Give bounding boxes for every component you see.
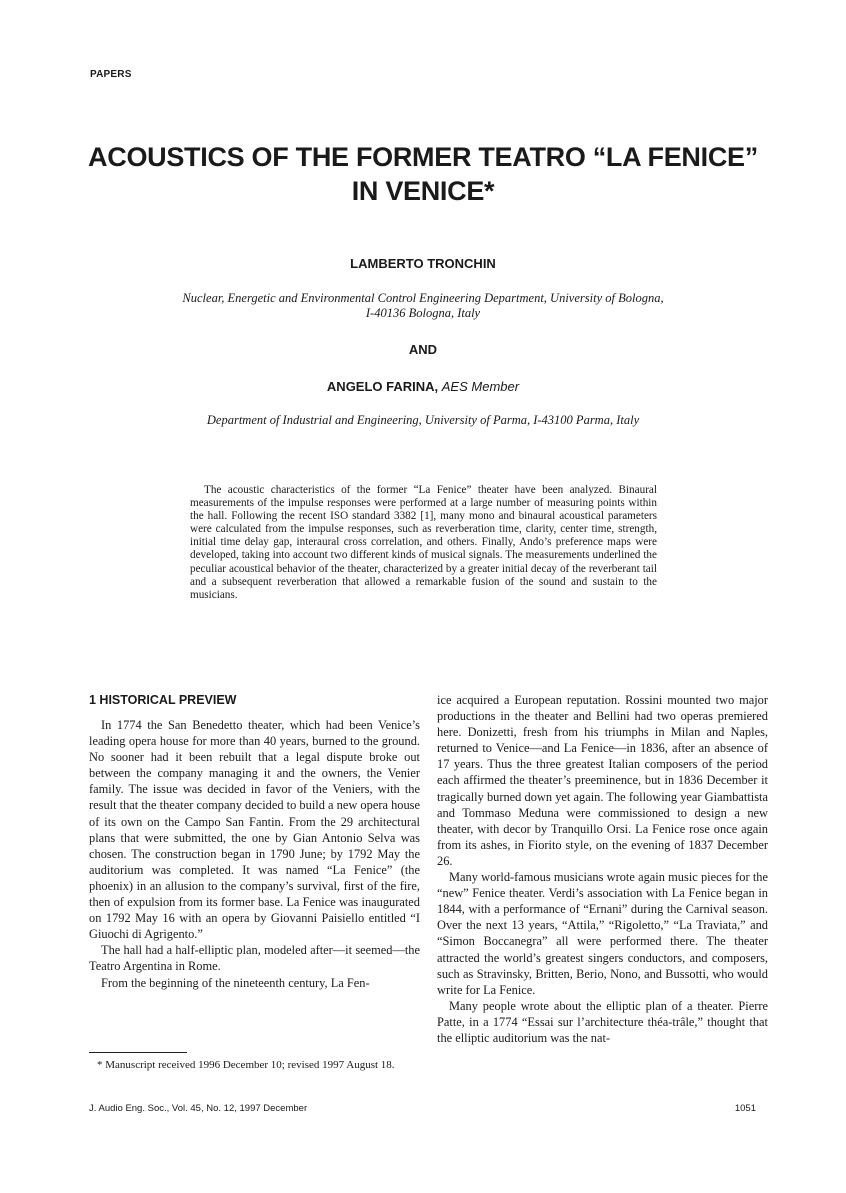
left-column	[89, 692, 420, 991]
right-column	[437, 692, 768, 1046]
body-paragraph: Many people wrote about the elliptic plan of a theater. Pierre Patte, in a 1774 “Essai sur l’architecture théa-trâle,” thought that the elliptic auditorium was the nat-	[437, 998, 768, 1045]
paper-title-line-1: ACOUSTICS OF THE FORMER TEATRO “LA FENICE”	[88, 142, 758, 172]
body-paragraph: In 1774 the San Benedetto theater, which had been Venice’s leading opera house for more than 40 years, burned to the ground. No sooner had it been rebuilt that a legal dispute broke out between the company managing it and the owners, the Venier family. The issue was decided in favor of the Veniers, with the result that the theater company decided to build a new opera house of its own on the Campo San Fantin. From the 29 architectural plans that were submitted, the one by Gian Antonio Selva was chosen. The construction began in 1790 June; by 1792 May the auditorium was completed. It was named “La Fenice” (the phoenix) in an allusion to the company’s survival, first of the fire, then of expulsion from its former base. La Fenice was inaugurated on 1792 May 16 with an opera by Giovanni Paisiello entitled “I Giuochi di Agrigento.”	[89, 718, 420, 942]
author-2-name	[60, 379, 786, 394]
author-2-affiliation-line-1: Department of Industrial and Engineering, University of Parma, I-43100 Parma, Italy	[206, 413, 640, 427]
journal-citation: J. Audio Eng. Soc., Vol. 45, No. 12, 1997 December	[89, 1103, 308, 1114]
abstract: The acoustic characteristics of the former “La Fenice” theater have been analyzed. Binaural measurements of the impulse responses were performed at a large number of measuring points within the hall. Following the recent ISO standard 3382 [1], many mono and binaural acoustical parameters were calculated from the impulse responses, such as reverberation time, clarity, center time, strength, initial time delay gap, interaural cross correlation, and others. Finally, Ando’s preference maps were developed, taking into account two different kinds of musical signals. The measurements underlined the peculiar acoustical behavior of the theater, characterized by a greater initial decay of the reverberant tail and a subsequent reverberation that allowed a remarkable fusion of the sound and sustain to the musicians.	[190, 484, 657, 601]
paper-title-line-2: IN VENICE*	[351, 176, 495, 206]
footnote: * Manuscript received 1996 December 10; revised 1997 August 18.	[97, 1059, 395, 1071]
body-paragraph: From the beginning of the nineteenth century, La Fen-	[101, 975, 370, 990]
author-2-affiliation	[90, 413, 756, 428]
body-paragraph-continued: ice acquired a European reputation. Rossini mounted two major productions in the theater and Bellini had two operas premiered here. Donizetti, fresh from his triumphs in Milan and Naples, returned to Venice—and La Fenice—in 1836, after an absence of 17 years. Thus the three greatest Italian composers of the period each affirmed the theater’s preeminence, but in 1836 December it tragically burned down yet again. The following year Giambattista and Tommaso Meduna were commissioned to design a new theater, with decor by Tranquillo Orsi. La Fenice rose once again from its ashes, in Fiorito style, on the evening of 1837 December 26.	[437, 693, 768, 868]
author-1-affiliation-line-2: I-40136 Bologna, Italy	[365, 306, 481, 320]
footnote-divider	[89, 1052, 187, 1053]
author-1-affiliation	[90, 291, 756, 321]
page-number: 1051	[734, 1103, 756, 1114]
author-1-name-text: LAMBERTO TRONCHIN	[350, 256, 496, 271]
body-paragraph: Many world-famous musicians wrote again music pieces for the “new” Fenice theater. Verdi’s association with La Fenice began in 1844, with a performance of “Ernani” during the Carnival season. Over the next 13 years, “Attila,” “Rigoletto,” “La Traviata,” and “Simon Boccanegra” all were performed there. The theater attracted the world’s greatest singers conductors, and composers, such as Stravinsky, Britten, Berio, Nono, and Bussotti, who would write for La Fenice.	[437, 870, 768, 997]
author-2-name-text: ANGELO FARINA,	[326, 379, 442, 394]
section-label: PAPERS	[90, 69, 132, 80]
body-paragraph: The hall had a half-elliptic plan, modeled after—it seemed—the Teatro Argentina in Rome.	[89, 943, 420, 974]
author-1-affiliation-line-1: Nuclear, Energetic and Environmental Control Engineering Department, University of Bologna,	[182, 291, 664, 305]
and-separator: AND	[408, 342, 438, 357]
author-1-name	[60, 256, 786, 271]
author-2-membership: AES Member	[441, 379, 520, 394]
section-heading: 1 HISTORICAL PREVIEW	[89, 693, 237, 707]
